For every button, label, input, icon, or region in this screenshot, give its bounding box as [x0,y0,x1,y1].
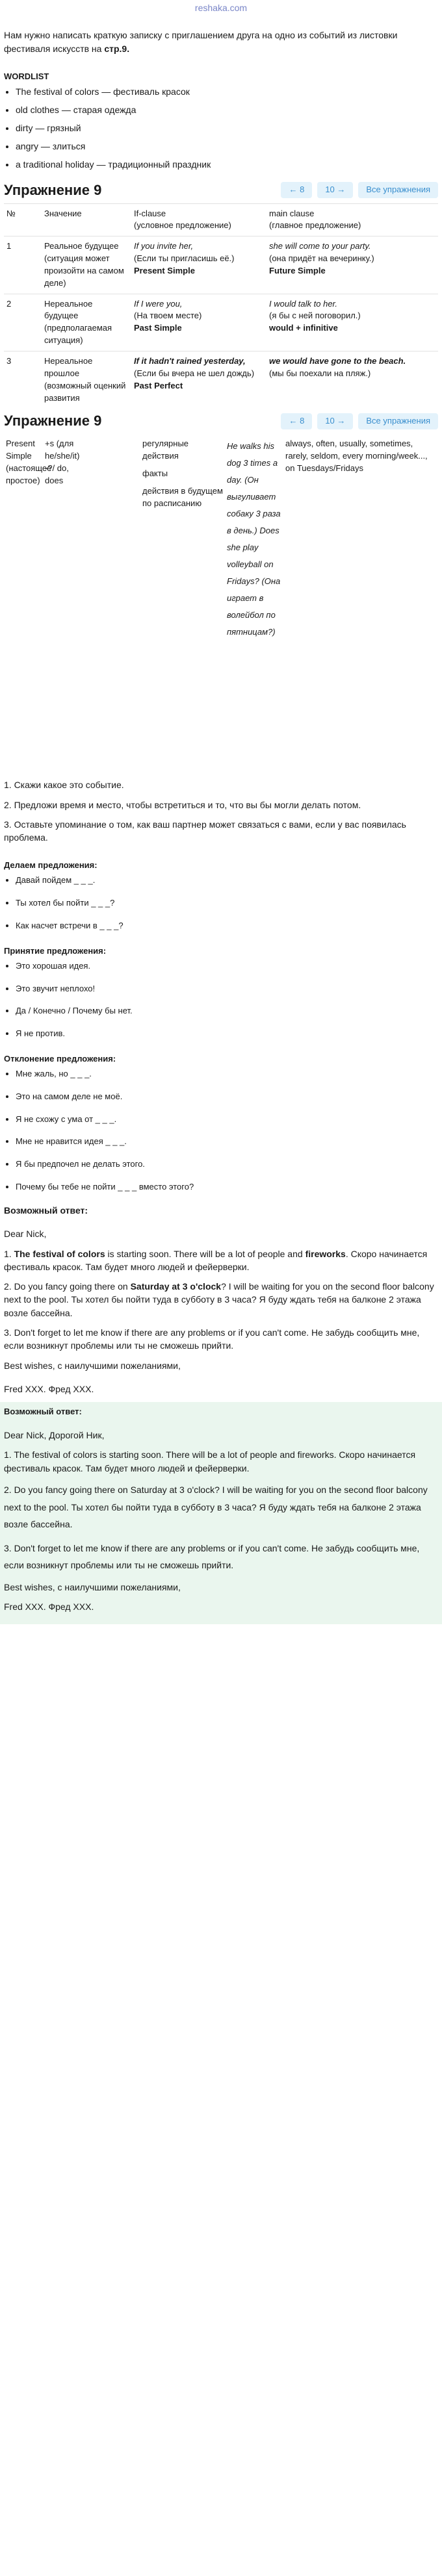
table-header-row [4,203,438,236]
row-main-clause: we would have gone to the beach. (мы бы поехали на пляж.) [266,351,438,409]
row-meaning: Нереальное будущее (предполагаемая ситуация) [42,294,131,351]
wordlist-item: • angry — злиться [16,140,442,152]
letter-paragraph: 2. Do you fancy going there on Saturday at 3 o'clock? I will be waiting for you on the second floor balcony next to the pool. Ты хотел бы пойти туда в субботу в 3 часа? Я буду ждать тебя на балконе 2 этажа возле бассейна. [4,1281,434,1318]
wordlist-item: • old clothes — старая одежда [16,104,442,116]
phrase-item: • Это на самом деле не моё. [16,1091,442,1103]
all-exercises-button[interactable]: Все упражнения [358,182,438,198]
answer-title: Возможный ответ: [4,1407,82,1417]
prev-exercise-button[interactable]: ← 8 [281,182,312,198]
phrase-list [0,1068,442,1193]
wordlist-item: • The festival of colors — фестиваль красок [16,86,442,97]
tense-form: +s (для he/she/it) -?/ do, does [45,439,80,485]
tense-name: Present Simple (настоящее простое) [6,439,52,485]
row-if-clause: If you invite her, (Если ты пригласишь её.) Present Simple [131,236,266,294]
wordlist-item: • a traditional holiday — традиционный праздник [16,159,442,170]
letter-signature: Fred XXX. Фред XXX. [4,1383,94,1394]
row-number: 3 [4,351,42,409]
tense-examples: He walks his dog 3 times a day. (Он выгуливает собаку 3 раза в день.) Does she play volleyball on Fridays? (Она играет в волейбол по пятницам?) [227,441,281,637]
section-title: Делаем предложения: [4,860,98,871]
phrase-item: • Это хорошая идея. [16,960,442,973]
instruction-item: 3. Оставьте упоминание о том, как ваш партнер может связаться с вами, если у вас появилась проблема. [4,819,406,843]
tense-markers: always, often, usually, sometimes, rarely, seldom, every morning/week..., on Tuesdays/Fridays [285,439,428,473]
phrase-item: • Мне жаль, но _ _ _. [16,1068,442,1080]
prev-exercise-button[interactable]: ← 8 [281,413,312,429]
wordlist-title: WORDLIST [4,71,49,81]
wordlist-item: • dirty — грязный [16,122,442,134]
instruction-item: 2. Предложи время и место, чтобы встретиться и то, что вы бы могли делать потом. [4,799,361,810]
sample-letter [0,1204,442,1396]
answer-signature: Fred XXX. Фред XXX. [4,1601,94,1613]
answer-paragraph: 3. Don't forget to let me know if there are any problems or if you can't come. Не забудь сообщить мне, если возникнут проблемы или ты не сможешь прийти. [4,1542,420,1571]
row-meaning: Нереальное прошлое (возможный оценкий развития [42,351,131,409]
conditionals-table [4,203,438,409]
exercise-title: Упражнение 9 [4,181,102,198]
answer-box [0,1402,442,1624]
header-cell: main clause (главное предложение) [266,203,438,236]
spacer [82,434,140,759]
table-row [4,294,438,351]
phrase-list [0,960,442,1040]
row-meaning: Реальное будущее (ситуация может произойти на самом деле) [42,236,131,294]
phrase-item: • Как насчет встречи в _ _ _? [16,920,442,932]
row-main-clause: she will come to your party. (она придёт на вечеринку.) Future Simple [266,236,438,294]
row-main-clause: I would talk to her. (я бы с ней поговорил.) would + infinitive [266,294,438,351]
tense-uses: регулярные действия факты действия в будущем по расписанию [142,439,223,508]
instructions [0,778,442,844]
site-title[interactable]: reshaka.com [194,3,248,13]
row-if-clause: If I were you, (На твоем месте) Past Simple [131,294,266,351]
row-if-clause: If it hadn't rained yesterday, (Если бы вчера не шел дождь) Past Perfect [131,351,266,409]
phrase-item: • Я не против. [16,1028,442,1040]
all-exercises-button[interactable]: Все упражнения [358,413,438,429]
answer-closing: Best wishes, с наилучшими пожеланиями, [4,1581,181,1592]
instruction-item: 1. Скажи какое это событие. [4,780,124,791]
phrase-item: • Да / Конечно / Почему бы нет. [16,1005,442,1017]
header-cell: Значение [42,203,131,236]
letter-paragraph: 3. Don't forget to let me know if there are any problems or if you can't come. Не забудь сообщить мне, если возникнут проблемы или ты не сможешь прийти. [4,1327,420,1351]
exercise-header [0,177,442,203]
letter-paragraph: 1. The festival of colors is starting soon. There will be a lot of people and fireworks. Скоро начинается фестиваль красок. Там будет много людей и фейерверки. [4,1248,428,1272]
next-exercise-button[interactable]: 10 → [317,182,353,198]
phrase-item: • Давай пойдем _ _ _. [16,874,442,887]
next-exercise-button[interactable]: 10 → [317,413,353,429]
section-title: Принятие предложения: [4,945,107,956]
phrase-item: • Я не схожу с ума от _ _ _. [16,1114,442,1126]
phrase-item: • Ты хотел бы пойти _ _ _? [16,897,442,910]
section-title: Отклонение предложения: [4,1054,116,1064]
phrase-item: • Я бы предпочел не делать этого. [16,1158,442,1171]
phrase-item: • Почему бы тебе не пойти _ _ _ вместо этого? [16,1181,442,1193]
answer-paragraph: 1. The festival of colors is starting soon. There will be a lot of people and fireworks. Скоро начинается фестиваль красок. Там будет много людей и фейерверки. [4,1449,416,1473]
phrase-list [0,874,442,932]
header-cell: № [4,203,42,236]
exercise-nav [281,413,438,429]
row-number: 1 [4,236,42,294]
answer-greeting: Dear Nick, Дорогой Ник, [4,1430,105,1441]
letter-closing: Best wishes, с наилучшими пожеланиями, [4,1360,181,1371]
letter-title: Возможный ответ: [4,1205,88,1216]
present-simple-table [4,434,438,759]
table-row [4,236,438,294]
phrase-item: • Мне не нравится идея _ _ _. [16,1136,442,1148]
letter-greeting: Dear Nick, [4,1229,47,1240]
row-number: 2 [4,294,42,351]
phrase-item: • Это звучит неплохо! [16,983,442,995]
exercise-nav [281,182,438,198]
exercise-header-2 [0,408,442,434]
header-cell: If-clause (условное предложение) [131,203,266,236]
wordlist [0,86,442,171]
intro-text: Нам нужно написать краткую записку с приглашением друга на одно из событий из листовки фестиваля искусств на стр.9. [4,30,398,54]
answer-paragraph: 2. Do you fancy going there on Saturday at 3 o'clock? I will be waiting for you on the second floor balcony next to the pool. Ты хотел бы пойти туда в субботу в 3 часа? Я буду ждать тебя на балконе 2 этажа возле бассейна. [4,1484,428,1530]
exercise-title: Упражнение 9 [4,413,102,429]
phrases-section [0,857,442,1193]
table-row [4,351,438,409]
